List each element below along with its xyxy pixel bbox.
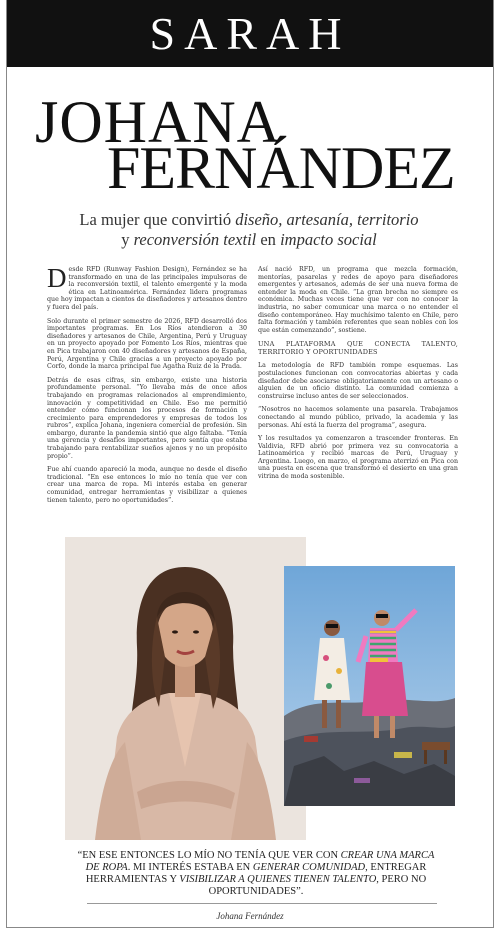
masthead <box>7 0 493 67</box>
quote-text: “EN ESE ENTONCES LO MÍO NO TENÍA QUE VER CON <box>77 850 341 861</box>
magazine-page <box>6 0 494 928</box>
paragraph: La metodología de RFD también rompe esquemas. Las postulaciones funcionan con convocatorias abiertas y cada diseñador debe asociarse obligatoriamente con un artesano o alguien de un oficio distinto. La comunidad comienza a construirse incluso antes de ser seleccionados. <box>258 362 458 400</box>
quote-emphasis: CREAR UNA MARCA DE ROPA <box>85 850 435 873</box>
divider <box>87 903 437 904</box>
quote-text: . MI INTERÉS ESTABA EN <box>127 862 253 873</box>
quote-text: , ENTREGAR HERRAMIENTAS Y <box>85 862 427 885</box>
portrait-photo <box>65 537 306 840</box>
quote-emphasis: VISIBILIZAR A QUIENES TIENEN TALENTO <box>179 874 377 885</box>
pull-quote <box>73 850 439 898</box>
headline-first-name: JOHANA <box>35 89 281 155</box>
quote-author: Johana Fernández <box>216 911 284 921</box>
drop-cap: D <box>47 263 67 293</box>
masthead-title: SARAH <box>149 7 351 59</box>
subtitle-italic: reconversión textil <box>133 230 257 249</box>
subtitle-part: en <box>256 230 281 249</box>
runway-photo <box>284 566 455 806</box>
paragraph: Y los resultados ya comenzaron a trascender fronteras. En Valdivia, RFD abrió por primera vez su convocatoria a Latinoamérica y recibió marcas de Perú, Uruguay y Argentina. Luego, en marzo, el programa aterrizó en Pica con una puesta en escena que transformó el desierto en una gran vitrina de moda sostenible. <box>258 435 458 481</box>
paragraph <box>47 263 247 312</box>
paragraph: Solo durante el primer semestre de 2026, RFD desarrolló dos importantes programas. En Los Ríos atendieron a 30 diseñadores y artesanos de Chile, Argentina, Perú y Uruguay en un proyecto apoyado por Fomento Los Ríos, mientras que en Pica trabajaron con 40 diseñadores y artesanos de España, Perú, Argentina y Chile gracias a un proyecto apoyado por Corfo, donde la marca principal fue Agatha Ruiz de la Prada. <box>47 317 247 371</box>
runway-illustration <box>284 566 455 806</box>
section-subheading: UNA PLATAFORMA QUE CONECTA TALENTO, TERRITORIO Y OPORTUNIDADES <box>258 340 458 357</box>
quote-emphasis: GENERAR COMUNIDAD <box>252 862 366 873</box>
paragraph: Fue ahí cuando apareció la moda, aunque no desde el diseño tradicional. “En ese entonces lo mío no tenía que ver con crear una marca de ropa. Mi interés estaba en generar comunidad, entregar herramientas y visibilizar a quienes tienen talento, pero no oportunidades”. <box>47 466 247 504</box>
subtitle-part: y <box>121 230 134 249</box>
paragraph: “Nosotros no hacemos solamente una pasarela. Trabajamos conectando al mundo público, privado, la academia y las personas. Ahí está la fuerza del programa”, asegura. <box>258 406 458 429</box>
subtitle-part: La mujer que convirtió <box>79 210 236 229</box>
subtitle-italic: impacto social <box>280 230 377 249</box>
paragraph: Así nació RFD, un programa que mezcla formación, mentorías, pasarelas y redes de apoyo para diseñadores emergentes y artesanos, además de ser una nueva forma de entender la moda en Chile. “La gran brecha no siempre es económica. Muchas veces tiene que ver con no conocer la industria, no saber comunicar una marca o no entender el diseño contemporáneo. Hay muchísimo talento en Chile, pero falta formación y también referentes que sean nobles con los que están comenzando”, sostiene. <box>258 266 458 334</box>
paragraph-text: esde RFD (Runway Fashion Design), Fernández se ha transformado en una de las principales impulsoras de la reconversión textil, el talento emergente y la moda ética en Latinoamérica. Fernández lidera programas que hoy impactan a cientos de diseñadores y artesanos dentro y fuera del país. <box>47 266 247 311</box>
article-column-right <box>258 266 458 487</box>
article-column-left <box>47 263 247 510</box>
subtitle-italic: diseño, artesanía, territorio <box>235 210 419 229</box>
subtitle <box>37 210 461 250</box>
headline-last-name: FERNÁNDEZ <box>107 135 455 201</box>
paragraph: Detrás de esas cifras, sin embargo, existe una historia profundamente personal. “Yo llevaba más de once años trabajando en programas relacionados al emprendimiento, innovación y competitividad en Chile. Eso me permitió entender cómo funcionan los procesos de formación y crecimiento para emprendedores y empresas de todos los rubros”, explica Johana, ingeniera comercial de profesión. Sin embargo, durante la pandemia sintió que algo faltaba. “Tenía una gerencia y desafíos importantes, pero sentía que estaba trabajando para rentabilizar sueños ajenos y no un propósito propio”. <box>47 376 247 460</box>
quote-text: , PERO NO OPORTUNIDADES”. <box>208 874 427 897</box>
portrait-illustration <box>65 537 306 840</box>
